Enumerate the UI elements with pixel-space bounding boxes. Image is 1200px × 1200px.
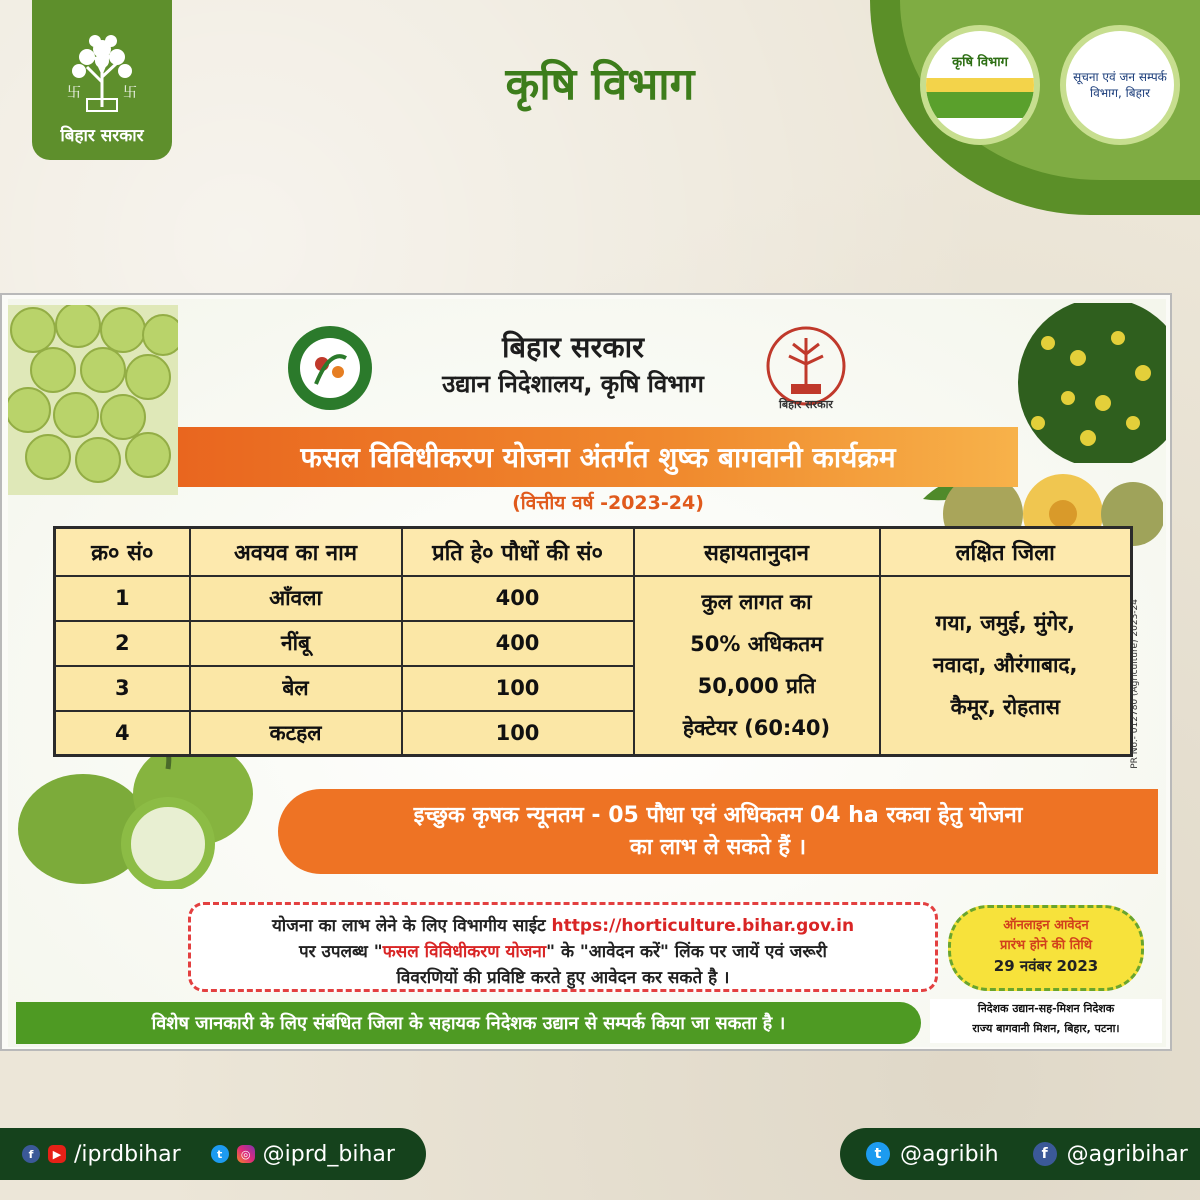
cell-districts: [880, 576, 1132, 756]
jackfruit-image: [13, 739, 278, 889]
note-line: इच्छुक कृषक न्यूनतम - 05 पौधा एवं अधिकतम 04 ha रकवा हेतु योजना: [413, 802, 1023, 828]
subsidy-line: कुल लागत का: [701, 590, 812, 615]
krishi-vibhag-logo: [920, 25, 1040, 145]
apply-instructions: [188, 902, 938, 992]
col-serial: क्र० सं०: [55, 528, 190, 576]
scheme-poster: [0, 293, 1172, 1051]
horticulture-site-link[interactable]: https://horticulture.bihar.gov.in: [551, 916, 855, 936]
iprd-logo-text: सूचना एवं जन सम्पर्क विभाग, बिहार: [1073, 70, 1167, 100]
iprd-handle[interactable]: /iprdbihar: [74, 1141, 181, 1167]
cell-component: कटहल: [190, 711, 402, 756]
date-badge-line: प्रारंभ होने की तिथि: [999, 938, 1093, 953]
agri-twitter-handle[interactable]: @agribih: [900, 1141, 999, 1167]
col-component: अवयव का नाम: [190, 528, 402, 576]
cell-component: नींबू: [190, 621, 402, 666]
svg-text:卐: 卐: [67, 85, 81, 101]
poster-heading-govt: बिहार सरकार: [501, 330, 645, 364]
horticulture-mission-logo: [286, 324, 374, 412]
application-date-badge: [948, 905, 1144, 991]
apply-text: पर उपलब्ध ": [299, 942, 383, 962]
agri-facebook-handle[interactable]: @agribihar: [1066, 1141, 1188, 1167]
gov-label: बिहार सरकार: [60, 126, 144, 146]
scheme-table: [53, 526, 1133, 757]
facebook-icon[interactable]: f: [22, 1145, 40, 1163]
table-header-row: [55, 528, 1132, 576]
scheme-name: फसल विविधीकरण योजना: [382, 942, 547, 962]
cell-serial: 1: [55, 576, 190, 621]
cell-serial: 4: [55, 711, 190, 756]
cell-component: बेल: [190, 666, 402, 711]
amla-fruits-image: [8, 305, 178, 495]
cell-plants: 400: [402, 576, 634, 621]
cell-plants: 100: [402, 711, 634, 756]
col-subsidy: सहायतानुदान: [634, 528, 880, 576]
financial-year: (वित्तीय वर्ष -2023-24): [512, 492, 704, 514]
apply-line-3: विवरणियों की प्रविष्टि करते हुए आवेदन कर सकते है ।: [396, 968, 730, 988]
iprd-logo: [1060, 25, 1180, 145]
seal-label: बिहार सरकार: [779, 398, 833, 411]
director-line: निदेशक उद्यान-सह-मिशन निदेशक: [977, 1002, 1115, 1015]
facebook-icon[interactable]: f: [1033, 1142, 1057, 1166]
subsidy-line: 50,000 प्रति: [697, 674, 816, 699]
apply-line-1: [191, 913, 935, 939]
farm-field-icon: [926, 78, 1034, 118]
contact-info-strip: विशेष जानकारी के लिए संबंधित जिला के सहायक निदेशक उद्यान से सम्पर्क किया जा सकता है ।: [16, 1002, 921, 1044]
krishi-logo-text: कृषि विभाग: [952, 55, 1008, 70]
iprd-social-bar: [0, 1128, 426, 1180]
apply-line-2: [191, 939, 935, 965]
apply-text: " के "आवेदन करें" लिंक पर जायें एवं जरूरी: [546, 942, 827, 962]
eligibility-note: [278, 789, 1158, 874]
poster-heading-dept: उद्यान निदेशालय, कृषि विभाग: [442, 370, 704, 398]
iprd-twitter-handle[interactable]: @iprd_bihar: [262, 1141, 395, 1167]
scheme-banner: फसल विविधीकरण योजना अंतर्गत शुष्क बागवानी कार्यक्रम: [178, 427, 1018, 487]
director-signature: [930, 999, 1162, 1043]
table-row: [55, 576, 1132, 621]
col-district: लक्षित जिला: [880, 528, 1132, 576]
lemon-tree-image: [1008, 303, 1166, 463]
cell-serial: 3: [55, 666, 190, 711]
subsidy-line: हेक्टेयर (60:40): [682, 716, 831, 741]
apply-text: योजना का लाभ लेने के लिए विभागीय साईट: [271, 916, 546, 936]
instagram-icon[interactable]: ◎: [237, 1145, 255, 1163]
subsidy-line: 50% अधिकतम: [690, 632, 823, 657]
cell-component: आँवला: [190, 576, 402, 621]
application-start-date: 29 नवंबर 2023: [993, 957, 1099, 975]
date-badge-line: ऑनलाइन आवेदन: [1003, 918, 1089, 933]
agri-social-bar: [840, 1128, 1200, 1180]
poster-body: [8, 299, 1166, 1047]
director-line: राज्य बागवानी मिशन, बिहार, पटना।: [972, 1022, 1120, 1035]
district-line: गया, जमुई, मुंगेर,: [935, 611, 1075, 636]
cell-serial: 2: [55, 621, 190, 666]
col-plants: प्रति हे० पौधों की सं०: [402, 528, 634, 576]
district-line: कैमूर, रोहतास: [950, 695, 1060, 720]
note-line: का लाभ ले सकते हैं ।: [629, 834, 807, 860]
twitter-icon[interactable]: t: [211, 1145, 229, 1163]
district-line: नवादा, औरंगाबाद,: [932, 653, 1078, 678]
page-title: कृषि विभाग: [505, 59, 695, 110]
twitter-icon[interactable]: t: [866, 1142, 890, 1166]
pr-number: PR No.- 012780 (Agriculture) 2023-24: [1130, 599, 1140, 769]
youtube-icon[interactable]: ▶: [48, 1145, 66, 1163]
cell-subsidy: [634, 576, 880, 756]
cell-plants: 400: [402, 621, 634, 666]
cell-plants: 100: [402, 666, 634, 711]
svg-text:卐: 卐: [123, 85, 137, 101]
